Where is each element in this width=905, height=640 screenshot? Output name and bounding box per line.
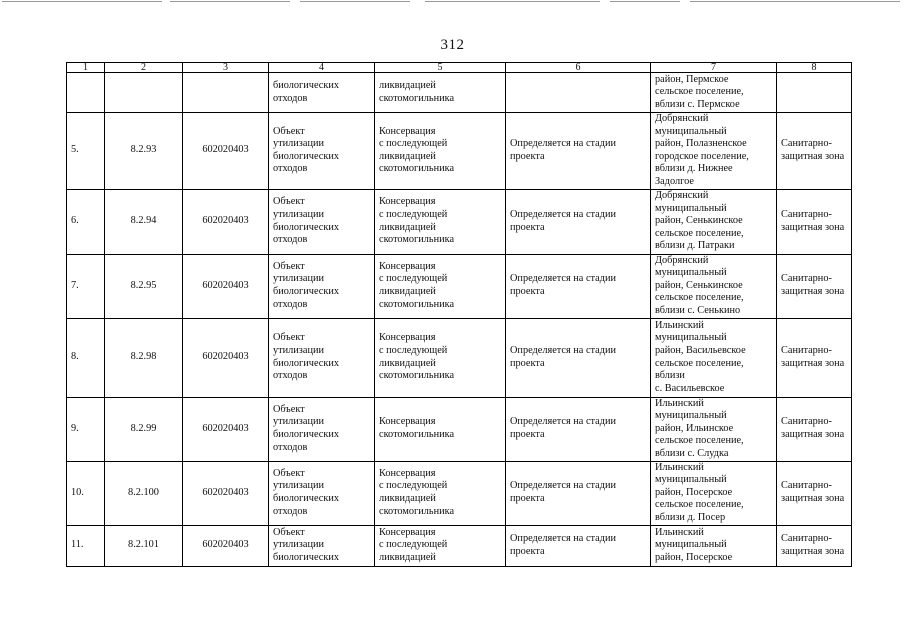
object-name-line: биологических — [273, 357, 340, 369]
location-cell — [651, 318, 777, 397]
measure-line: с последующей — [379, 480, 448, 492]
measure-cell — [375, 318, 506, 397]
location-line: Добрянский — [655, 254, 709, 266]
measure-line: с последующей — [379, 539, 448, 551]
location-line: Ильинский — [655, 319, 704, 331]
column-header: 6 — [506, 63, 651, 73]
location-line: сельское поселение, — [655, 357, 744, 369]
location-line: сельское поселение, — [655, 227, 744, 239]
deadline-cell: Определяется на стадии проекта — [506, 318, 651, 397]
column-header: 4 — [269, 63, 375, 73]
measure-line: Консервация — [379, 467, 436, 479]
location-line: вблизи д. Патраки — [655, 240, 735, 252]
object-name-line: биологических — [273, 221, 340, 233]
protection-zone-cell — [777, 73, 852, 113]
measure-cell — [375, 461, 506, 525]
location-line: район, Полазненское — [655, 138, 747, 150]
row-number-cell: 8. — [67, 318, 105, 397]
measure-line: ликвидацией — [379, 286, 436, 298]
location-line: муниципальный — [655, 125, 727, 137]
protection-zone-cell: Санитарно-защитная зона — [777, 461, 852, 525]
object-name-line: отходов — [273, 370, 308, 382]
measure-line: ликвидацией — [379, 150, 436, 162]
okato-code-cell: 602020403 — [183, 318, 269, 397]
object-name-cell — [269, 254, 375, 318]
location-line: район, Сенькинское — [655, 279, 743, 291]
location-line: Добрянский — [655, 190, 709, 202]
location-line: Задолгое — [655, 175, 694, 187]
object-name-line: утилизации — [273, 480, 324, 492]
measure-line: с последующей — [379, 273, 448, 285]
location-line: район, Посерское — [655, 486, 733, 498]
object-code-cell — [105, 73, 183, 113]
object-name-cell — [269, 189, 375, 254]
protection-zone-cell: Санитарно-защитная зона — [777, 113, 852, 190]
measure-cell — [375, 189, 506, 254]
measure-line: Консервация — [379, 125, 436, 137]
object-name-cell — [269, 397, 375, 461]
measure-line: ликвидацией — [379, 79, 436, 91]
table-row — [67, 525, 852, 566]
location-line: вблизи с. Сенькино — [655, 304, 741, 316]
column-number-row — [67, 63, 852, 73]
object-name-line: Объект — [273, 467, 305, 479]
object-name-line: Объект — [273, 332, 305, 344]
location-line: вблизи с. Слудка — [655, 447, 729, 459]
table-row — [67, 461, 852, 525]
measure-line: скотомогильника — [379, 370, 455, 382]
measure-line: ликвидацией — [379, 493, 436, 505]
location-line: с. Васильевское — [655, 382, 725, 394]
measure-cell — [375, 525, 506, 566]
object-name-line: отходов — [273, 163, 308, 175]
row-number-cell: 5. — [67, 113, 105, 190]
table-row — [67, 73, 852, 113]
column-header: 3 — [183, 63, 269, 73]
deadline-cell: Определяется на стадии проекта — [506, 113, 651, 190]
object-name-line: Объект — [273, 526, 305, 538]
location-line: Ильинский — [655, 461, 704, 473]
object-name-line: утилизации — [273, 344, 324, 356]
location-line: район, Пермское — [655, 73, 729, 85]
okato-code-cell: 602020403 — [183, 113, 269, 190]
location-line: муниципальный — [655, 267, 727, 279]
measure-line: Консервация — [379, 332, 436, 344]
measure-cell — [375, 113, 506, 190]
location-line: сельское поселение, — [655, 86, 744, 98]
deadline-cell: Определяется на стадии проекта — [506, 461, 651, 525]
object-name-line: утилизации — [273, 539, 324, 551]
registry-table — [66, 62, 852, 567]
row-number-cell: 9. — [67, 397, 105, 461]
measure-line: скотомогильника — [379, 234, 455, 246]
object-name-cell — [269, 73, 375, 113]
object-name-line: биологических — [273, 551, 340, 563]
object-code-cell: 8.2.101 — [105, 525, 183, 566]
object-name-line: биологических — [273, 150, 340, 162]
column-header: 5 — [375, 63, 506, 73]
location-line: вблизи д. Нижнее — [655, 163, 733, 175]
measure-line: ликвидацией — [379, 357, 436, 369]
location-line: Ильинский — [655, 526, 704, 538]
column-header: 2 — [105, 63, 183, 73]
object-name-cell — [269, 113, 375, 190]
object-name-line: утилизации — [273, 416, 324, 428]
object-code-cell: 8.2.100 — [105, 461, 183, 525]
location-line: городское поселение, — [655, 150, 749, 162]
protection-zone-cell: Санитарно-защитная зона — [777, 397, 852, 461]
object-name-line: отходов — [273, 505, 308, 517]
object-name-line: Объект — [273, 125, 305, 137]
measure-line: скотомогильника — [379, 163, 455, 175]
table-body — [67, 73, 852, 567]
scan-top-edge — [0, 0, 905, 8]
object-code-cell: 8.2.95 — [105, 254, 183, 318]
protection-zone-cell: Санитарно-защитная зона — [777, 189, 852, 254]
measure-cell — [375, 254, 506, 318]
table-row — [67, 397, 852, 461]
object-name-line: биологических — [273, 429, 340, 441]
location-line: муниципальный — [655, 202, 727, 214]
measure-line: с последующей — [379, 138, 448, 150]
row-number-cell: 11. — [67, 525, 105, 566]
location-line: муниципальный — [655, 474, 727, 486]
protection-zone-cell: Санитарно-защитная зона — [777, 525, 852, 566]
location-line: район, Васильевское — [655, 344, 746, 356]
object-name-line: отходов — [273, 298, 308, 310]
table-row — [67, 254, 852, 318]
object-name-line: биологических — [273, 286, 340, 298]
location-line: Ильинский — [655, 397, 704, 409]
object-name-cell — [269, 461, 375, 525]
deadline-cell: Определяется на стадии проекта — [506, 525, 651, 566]
location-cell — [651, 113, 777, 190]
location-cell — [651, 525, 777, 566]
object-name-line: Объект — [273, 403, 305, 415]
location-line: сельское поселение, — [655, 435, 744, 447]
measure-line: скотомогильника — [379, 505, 455, 517]
object-name-line: отходов — [273, 92, 308, 104]
protection-zone-cell: Санитарно-защитная зона — [777, 254, 852, 318]
location-line: Добрянский — [655, 113, 709, 124]
page-number: 312 — [440, 37, 465, 53]
okato-code-cell: 602020403 — [183, 189, 269, 254]
table-row — [67, 189, 852, 254]
measure-line: с последующей — [379, 208, 448, 220]
location-line: вблизи — [655, 370, 685, 382]
object-name-line: отходов — [273, 234, 308, 246]
object-code-cell: 8.2.94 — [105, 189, 183, 254]
object-name-line: утилизации — [273, 273, 324, 285]
location-cell — [651, 189, 777, 254]
measure-cell — [375, 73, 506, 113]
location-cell — [651, 461, 777, 525]
object-name-line: отходов — [273, 441, 308, 453]
object-name-cell — [269, 318, 375, 397]
location-line: вблизи с. Пермское — [655, 98, 740, 110]
object-name-line: Объект — [273, 196, 305, 208]
measure-line: Консервация — [379, 526, 436, 538]
okato-code-cell: 602020403 — [183, 525, 269, 566]
location-line: муниципальный — [655, 539, 727, 551]
location-line: муниципальный — [655, 332, 727, 344]
location-line: сельское поселение, — [655, 292, 744, 304]
object-code-cell: 8.2.98 — [105, 318, 183, 397]
deadline-cell: Определяется на стадии проекта — [506, 397, 651, 461]
measure-line: Консервация — [379, 196, 436, 208]
column-header: 7 — [651, 63, 777, 73]
location-line: сельское поселение, — [655, 499, 744, 511]
object-name-cell — [269, 525, 375, 566]
row-number-cell: 7. — [67, 254, 105, 318]
object-name-line: утилизации — [273, 208, 324, 220]
object-code-cell: 8.2.99 — [105, 397, 183, 461]
column-header: 8 — [777, 63, 852, 73]
measure-line: ликвидацией — [379, 551, 436, 563]
row-number-cell: 10. — [67, 461, 105, 525]
measure-line: скотомогильника — [379, 298, 455, 310]
measure-line: скотомогильника — [379, 92, 455, 104]
location-line: муниципальный — [655, 410, 727, 422]
location-cell — [651, 254, 777, 318]
measure-line: Консервация — [379, 416, 436, 428]
object-name-line: биологических — [273, 79, 340, 91]
okato-code-cell: 602020403 — [183, 461, 269, 525]
measure-line: с последующей — [379, 344, 448, 356]
protection-zone-cell: Санитарно-защитная зона — [777, 318, 852, 397]
deadline-cell: Определяется на стадии проекта — [506, 254, 651, 318]
table-row — [67, 318, 852, 397]
measure-cell — [375, 397, 506, 461]
deadline-cell: Определяется на стадии проекта — [506, 189, 651, 254]
column-header: 1 — [67, 63, 105, 73]
location-cell — [651, 397, 777, 461]
location-line: район, Сенькинское — [655, 215, 743, 227]
object-name-line: биологических — [273, 493, 340, 505]
okato-code-cell: 602020403 — [183, 254, 269, 318]
object-name-line: утилизации — [273, 138, 324, 150]
row-number-cell: 6. — [67, 189, 105, 254]
measure-line: ликвидацией — [379, 221, 436, 233]
location-line: район, Ильинское — [655, 422, 734, 434]
measure-line: Консервация — [379, 260, 436, 272]
okato-code-cell — [183, 73, 269, 113]
table-row — [67, 113, 852, 190]
location-line: вблизи д. Посер — [655, 511, 726, 523]
okato-code-cell: 602020403 — [183, 397, 269, 461]
measure-line: скотомогильника — [379, 429, 455, 441]
object-code-cell: 8.2.93 — [105, 113, 183, 190]
location-cell — [651, 73, 777, 113]
object-name-line: Объект — [273, 260, 305, 272]
location-line: район, Посерское — [655, 551, 733, 563]
deadline-cell — [506, 73, 651, 113]
row-number-cell — [67, 73, 105, 113]
